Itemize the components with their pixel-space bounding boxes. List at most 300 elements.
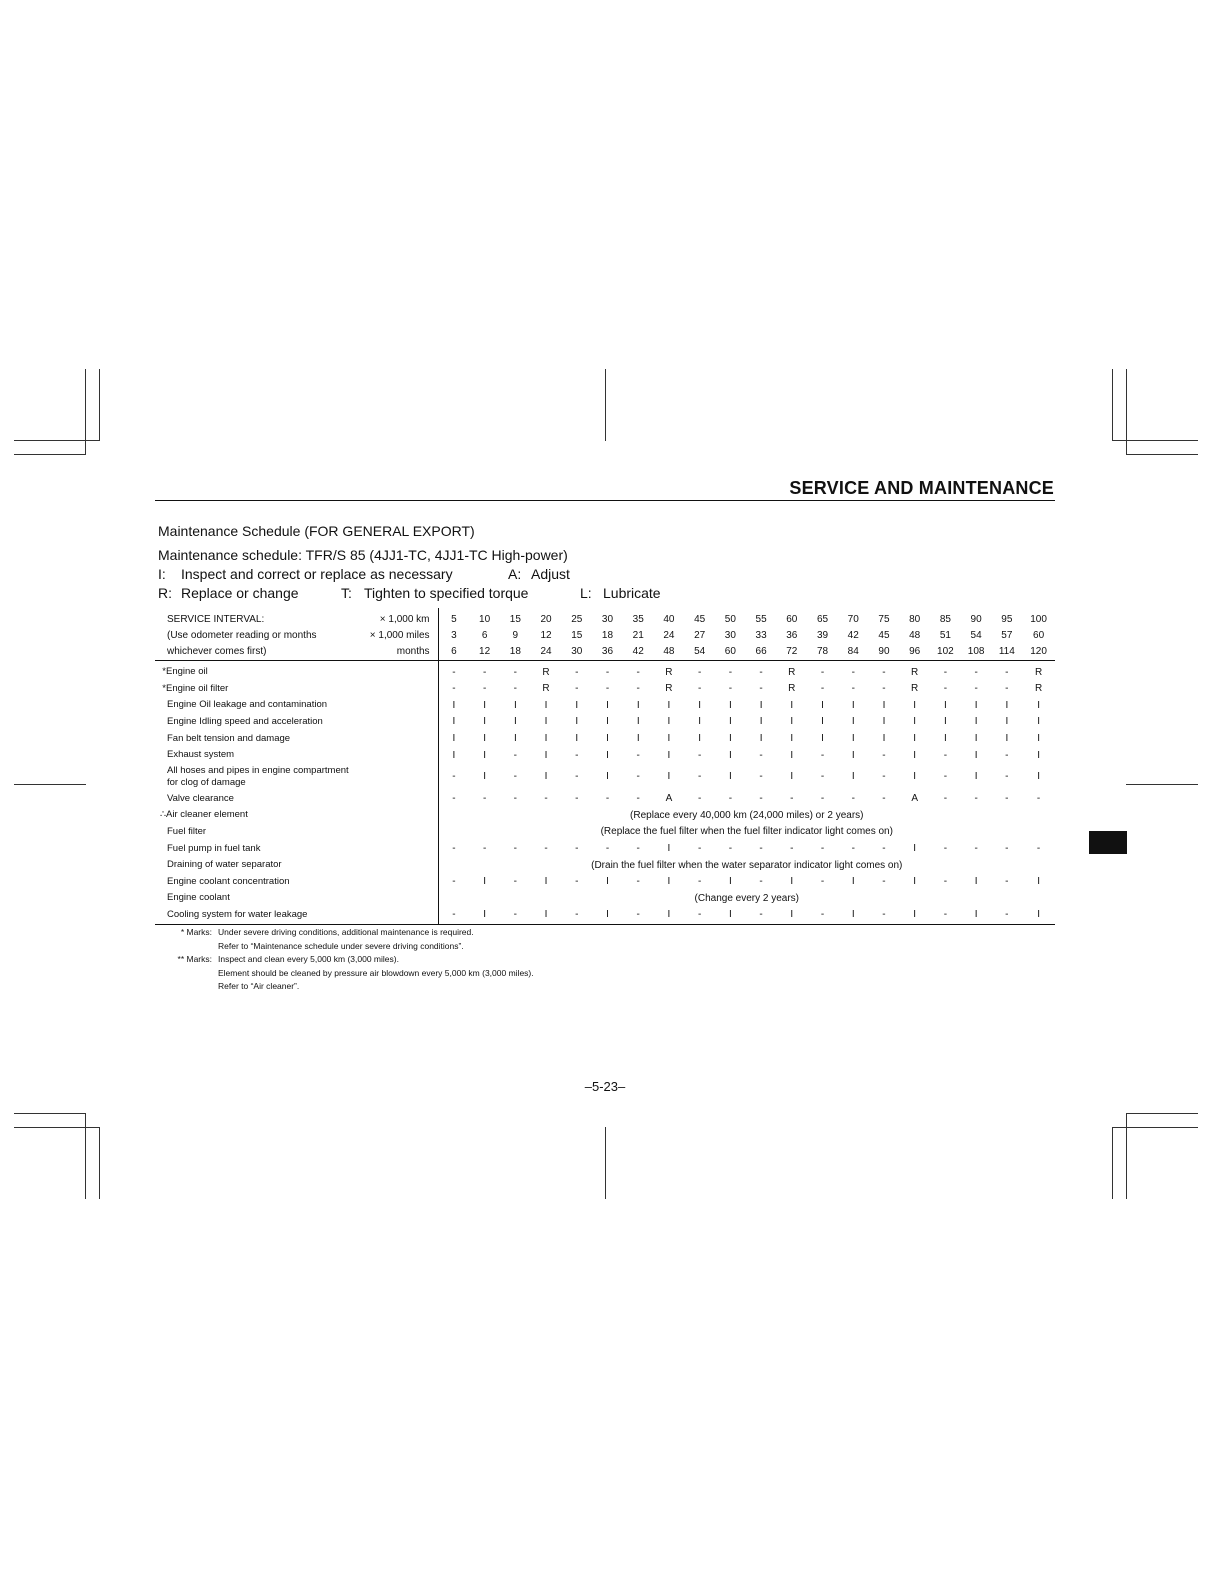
schedule-cell: - (636, 771, 640, 783)
schedule-cell: - (943, 793, 948, 805)
maintenance-item-label (155, 890, 438, 907)
schedule-cell: - (513, 749, 517, 761)
legend-text: Replace or change (181, 585, 299, 601)
schedule-cell: I (654, 907, 685, 925)
schedule-cell: - (728, 666, 733, 678)
schedule-note: (Drain the fuel filter when the water separator indicator light comes on) (438, 857, 1055, 874)
schedule-cell: - (943, 666, 948, 678)
schedule-cell: I (759, 716, 763, 728)
schedule-cell: I (728, 749, 732, 761)
schedule-cell: - (820, 843, 825, 855)
maintenance-item-label (155, 697, 438, 714)
schedule-cell: I (667, 876, 671, 888)
footnote-line (160, 980, 534, 994)
footnotes (160, 926, 534, 994)
crop-mark (14, 1113, 86, 1114)
interval-km-cell: 70 (847, 613, 859, 625)
legend-text: Adjust (531, 566, 570, 582)
schedule-cell: - (851, 683, 855, 695)
schedule-cell: I (851, 699, 855, 711)
interval-miles-cell: 48 (909, 629, 921, 641)
schedule-cell: - (851, 843, 855, 855)
legend-item-tighten (341, 585, 528, 601)
interval-miles-cell: 15 (571, 629, 583, 641)
schedule-cell: I (469, 907, 500, 925)
crop-mark (1126, 784, 1198, 785)
table-row (155, 873, 1055, 890)
schedule-cell: - (482, 793, 487, 805)
interval-miles-cell: 9 (512, 629, 519, 641)
item-name: Cooling system for water leakage (167, 908, 308, 920)
crop-mark (99, 1127, 100, 1199)
maintenance-item-label (155, 790, 438, 807)
item-mark: * (162, 666, 166, 678)
schedule-cell: R (665, 683, 673, 695)
crop-mark (1112, 1127, 1198, 1128)
schedule-header (155, 608, 1055, 660)
item-mark: ∴ (160, 809, 167, 821)
schedule-note: (Replace every 40,000 km (24,000 miles) or 2 years) (438, 807, 1055, 824)
schedule-cell: I (838, 907, 869, 925)
interval-months-cell: 60 (715, 644, 746, 661)
item-name: Fan belt tension and damage (167, 732, 291, 744)
legend-item-inspect (158, 566, 453, 582)
table-row (155, 680, 1055, 697)
service-interval-note: whichever comes first) (155, 644, 361, 661)
crop-mark (1112, 369, 1113, 441)
schedule-cell: I (1037, 716, 1040, 728)
schedule-cell: - (605, 843, 610, 855)
maintenance-schedule-table (155, 608, 1055, 925)
schedule-cell: - (575, 843, 579, 855)
interval-months-cell: 78 (807, 644, 838, 661)
table-row (155, 747, 1055, 764)
unit-months: months (361, 644, 438, 661)
service-interval-note: (Use odometer reading or months (167, 629, 317, 641)
footnote-mark: ** Marks: (177, 954, 212, 964)
schedule-cell: I (531, 907, 562, 925)
schedule-cell: - (697, 793, 702, 805)
schedule-cell: I (882, 733, 886, 745)
maintenance-item-label (155, 857, 438, 874)
schedule-cell: I (728, 716, 732, 728)
interval-months-cell: 84 (838, 644, 869, 661)
schedule-cell: I (882, 716, 886, 728)
interval-miles-cell: 39 (816, 629, 829, 641)
schedule-cell: I (606, 733, 609, 745)
schedule-cell: I (790, 876, 794, 888)
maintenance-item-label (155, 730, 438, 747)
schedule-cell: - (438, 763, 469, 790)
schedule-cell: - (636, 749, 640, 761)
schedule-cell: - (943, 843, 948, 855)
schedule-cell: - (820, 749, 825, 761)
schedule-cell: I (1005, 716, 1009, 728)
schedule-cell: - (820, 683, 825, 695)
header-row-months (155, 644, 1055, 661)
schedule-cell: - (820, 771, 825, 783)
table-row (155, 763, 1055, 790)
page-heading: Maintenance Schedule (FOR GENERAL EXPORT) (158, 523, 475, 539)
schedule-cell: - (759, 666, 763, 678)
schedule-cell: - (605, 793, 610, 805)
schedule-cell: - (561, 907, 592, 925)
interval-km-cell: 5 (438, 608, 469, 627)
interval-miles-cell: 54 (970, 629, 982, 641)
schedule-cell: - (991, 907, 1022, 925)
schedule-cell: - (697, 683, 702, 695)
schedule-cell: - (974, 793, 978, 805)
interval-km-cell: 15 (509, 613, 521, 625)
schedule-cell: - (513, 876, 517, 888)
footnote-text: Element should be cleaned by pressure air blowdown every 5,000 km (3,000 miles). (218, 967, 534, 978)
table-row (155, 790, 1055, 807)
item-name: Fuel filter (167, 825, 207, 837)
schedule-cell: I (544, 876, 548, 888)
interval-miles-cell: 42 (847, 629, 859, 641)
schedule-cell: A (911, 793, 918, 805)
crop-mark (1126, 1113, 1198, 1114)
schedule-cell: R (542, 683, 550, 695)
item-name: Valve clearance (167, 792, 234, 804)
schedule-cell: I (1037, 749, 1040, 761)
table-row (155, 807, 1055, 824)
schedule-cell: I (667, 843, 671, 855)
schedule-cell: I (913, 843, 917, 855)
schedule-cell: I (913, 699, 917, 711)
footnote-line (160, 926, 534, 940)
crop-mark (1126, 369, 1127, 455)
legend-text: Tighten to specified torque (364, 585, 529, 601)
interval-km-cell: 80 (909, 613, 921, 625)
schedule-cell: I (438, 747, 469, 764)
footnote-line (160, 953, 534, 967)
interval-km-cell: 45 (694, 613, 706, 625)
crop-mark (85, 1113, 86, 1199)
crop-mark (14, 1127, 100, 1128)
schedule-cell: - (869, 907, 900, 925)
schedule-cell: - (1005, 749, 1009, 761)
item-name: Engine coolant (167, 892, 230, 904)
service-interval-label: SERVICE INTERVAL: (167, 613, 265, 625)
schedule-cell: - (882, 771, 886, 783)
interval-km-cell: 60 (786, 613, 798, 625)
interval-months-cell: 30 (561, 644, 592, 661)
schedule-cell: I (821, 699, 824, 711)
interval-miles-cell: 21 (632, 629, 644, 641)
interval-km-cell: 95 (1001, 613, 1013, 625)
schedule-cell: R (788, 683, 796, 695)
schedule-cell: - (746, 907, 777, 925)
schedule-cell: I (667, 771, 671, 783)
schedule-cell: - (684, 907, 715, 925)
schedule-cell: - (605, 683, 610, 695)
schedule-cell: I (715, 907, 746, 925)
maintenance-item-label (155, 714, 438, 731)
schedule-cell: - (728, 793, 733, 805)
table-row (155, 857, 1055, 874)
footnote-text: Refer to “Maintenance schedule under severe driving conditions”. (218, 940, 464, 951)
schedule-cell: I (636, 699, 640, 711)
schedule-cell: I (790, 749, 794, 761)
legend-code: A: (508, 566, 522, 582)
interval-miles-cell: 45 (878, 629, 890, 641)
schedule-cell: I (438, 730, 469, 747)
interval-months-cell: 48 (654, 644, 685, 661)
schedule-cell: I (913, 733, 917, 745)
interval-km-cell: 40 (663, 613, 675, 625)
legend-code: L: (580, 585, 592, 601)
schedule-cell: - (636, 876, 640, 888)
schedule-cell: - (636, 666, 640, 678)
schedule-cell: - (882, 843, 886, 855)
schedule-cell: I (606, 699, 609, 711)
item-name: Fuel pump in fuel tank (167, 842, 261, 854)
schedule-cell: I (483, 749, 486, 761)
schedule-cell: I (438, 697, 469, 714)
legend-item-lubricate (580, 585, 661, 601)
schedule-cell: I (483, 771, 486, 783)
schedule-cell: - (1005, 683, 1009, 695)
interval-months-cell: 36 (592, 644, 623, 661)
schedule-cell: I (790, 771, 794, 783)
schedule-cell: - (513, 666, 517, 678)
schedule-cell: - (697, 666, 702, 678)
schedule-cell: I (974, 699, 978, 711)
schedule-cell: - (790, 793, 794, 805)
schedule-cell: - (882, 666, 886, 678)
schedule-cell: - (500, 907, 531, 925)
interval-miles-cell: 36 (786, 629, 798, 641)
schedule-cell: - (438, 840, 469, 857)
schedule-cell: - (759, 683, 763, 695)
schedule-cell: I (698, 699, 702, 711)
interval-km-cell: 50 (724, 613, 736, 625)
schedule-cell: - (482, 843, 487, 855)
crop-mark (85, 369, 86, 455)
interval-months-cell: 42 (623, 644, 654, 661)
interval-km-cell: 90 (970, 613, 982, 625)
schedule-cell: I (513, 699, 517, 711)
crop-mark (1112, 1127, 1113, 1199)
schedule-cell: I (913, 876, 917, 888)
schedule-cell: I (728, 876, 732, 888)
schedule-cell: - (759, 843, 763, 855)
schedule-cell: - (636, 793, 640, 805)
schedule-cell: - (882, 749, 886, 761)
schedule-cell: - (575, 876, 579, 888)
item-name: Engine oil filter (166, 682, 229, 694)
schedule-cell: - (575, 683, 579, 695)
legend-text: Inspect and correct or replace as necessary (181, 566, 453, 582)
interval-months-cell: 72 (776, 644, 807, 661)
schedule-note: (Change every 2 years) (438, 890, 1055, 907)
schedule-cell: - (974, 843, 978, 855)
interval-miles-cell: 12 (540, 629, 552, 641)
schedule-cell: I (1022, 907, 1055, 925)
schedule-cell: I (913, 771, 917, 783)
item-name: Exhaust system (167, 749, 235, 761)
schedule-cell: - (1036, 793, 1041, 805)
item-name: Air cleaner element (166, 809, 248, 821)
schedule-cell: I (851, 716, 855, 728)
schedule-cell: - (1005, 843, 1009, 855)
schedule-cell: I (483, 699, 486, 711)
item-name: Engine Idling speed and acceleration (167, 715, 323, 727)
interval-miles-cell: 27 (694, 629, 706, 641)
schedule-cell: I (790, 733, 794, 745)
schedule-cell: - (605, 666, 610, 678)
schedule-cell: I (636, 716, 640, 728)
schedule-cell: I (606, 876, 609, 888)
unit-miles: × 1,000 miles (369, 629, 430, 641)
schedule-cell: - (790, 843, 794, 855)
schedule-cell: I (1005, 733, 1009, 745)
schedule-cell: I (575, 699, 579, 711)
schedule-cell: - (438, 907, 469, 925)
schedule-cell: - (974, 683, 978, 695)
interval-months-cell: 90 (869, 644, 900, 661)
interval-months-cell: 12 (469, 644, 500, 661)
schedule-cell: - (851, 666, 855, 678)
item-name: Engine Oil leakage and contamination (167, 699, 328, 711)
schedule-cell: - (697, 771, 702, 783)
footnote-text: Inspect and clean every 5,000 km (3,000 miles). (218, 954, 399, 964)
maintenance-item-label (155, 824, 438, 841)
item-mark: * (162, 682, 166, 694)
schedule-cell: - (697, 843, 702, 855)
schedule-cell: - (482, 683, 487, 695)
section-title: SERVICE AND MAINTENANCE (789, 478, 1054, 498)
schedule-cell: I (974, 749, 978, 761)
schedule-cell: - (636, 843, 640, 855)
schedule-cell: - (882, 876, 886, 888)
interval-miles-cell: 3 (438, 627, 469, 643)
schedule-cell: R (665, 666, 673, 678)
interval-miles-cell: 51 (939, 629, 951, 641)
schedule-cell: - (759, 749, 763, 761)
item-name: Engine oil (166, 666, 208, 678)
schedule-cell: I (575, 733, 579, 745)
schedule-cell: R (788, 666, 796, 678)
crop-mark (605, 1127, 606, 1199)
schedule-cell: R (911, 683, 919, 695)
unit-km: × 1,000 km (379, 613, 430, 625)
schedule-cell: I (790, 716, 794, 728)
interval-months-cell: 114 (991, 644, 1022, 661)
schedule-cell: - (943, 876, 948, 888)
schedule-cell: - (759, 771, 763, 783)
schedule-cell: - (943, 683, 948, 695)
schedule-cell: I (728, 699, 732, 711)
schedule-cell: I (851, 733, 855, 745)
item-name: Engine coolant concentration (167, 875, 290, 887)
title-rule (155, 500, 1055, 501)
schedule-cell: - (513, 771, 517, 783)
schedule-cell: I (759, 733, 763, 745)
schedule-subheading: Maintenance schedule: TFR/S 85 (4JJ1-TC, 4JJ1-TC High-power) (158, 547, 568, 563)
crop-mark (605, 369, 606, 441)
schedule-cell: I (961, 907, 992, 925)
schedule-cell: - (438, 660, 469, 680)
schedule-cell: I (944, 699, 947, 711)
table-row (155, 890, 1055, 907)
schedule-cell: - (438, 790, 469, 807)
schedule-body (155, 660, 1055, 924)
schedule-cell: I (513, 733, 517, 745)
interval-months-cell: 6 (438, 644, 469, 661)
schedule-cell: - (438, 873, 469, 890)
schedule-cell: I (1037, 876, 1040, 888)
schedule-cell: I (483, 716, 486, 728)
crop-mark (99, 369, 100, 441)
chapter-tab-marker (1089, 831, 1127, 854)
interval-miles-cell: 57 (1001, 629, 1013, 641)
maintenance-item-label (155, 747, 438, 764)
schedule-cell: I (974, 771, 978, 783)
table-row (155, 840, 1055, 857)
schedule-cell: I (698, 716, 702, 728)
schedule-cell: I (438, 714, 469, 731)
footnote-line (160, 967, 534, 981)
maintenance-item-label (155, 840, 438, 857)
table-row (155, 907, 1055, 925)
interval-km-cell: 20 (540, 613, 552, 625)
schedule-cell: I (1005, 699, 1009, 711)
interval-miles-cell: 18 (601, 629, 614, 641)
schedule-cell: I (544, 733, 548, 745)
schedule-cell: I (851, 749, 855, 761)
crop-mark (1112, 440, 1198, 441)
schedule-cell: - (513, 843, 517, 855)
header-row-miles (155, 627, 1055, 643)
schedule-cell: I (667, 716, 671, 728)
schedule-cell: I (513, 716, 517, 728)
footnote-text: Under severe driving conditions, additional maintenance is required. (218, 927, 474, 937)
footnote-mark: * Marks: (180, 927, 212, 937)
header-row-km (155, 608, 1055, 627)
schedule-cell: - (513, 793, 517, 805)
schedule-cell: - (575, 666, 579, 678)
footnote-text: Refer to “Air cleaner”. (218, 981, 300, 991)
interval-km-cell: 65 (816, 613, 829, 625)
schedule-cell: - (513, 683, 517, 695)
crop-mark (1126, 454, 1198, 455)
schedule-cell: I (483, 876, 486, 888)
table-row (155, 660, 1055, 680)
maintenance-item-label (155, 807, 438, 824)
schedule-cell: I (899, 907, 930, 925)
interval-months-cell: 66 (746, 644, 777, 661)
schedule-cell: - (1005, 876, 1009, 888)
schedule-cell: I (606, 716, 609, 728)
maintenance-item-label (155, 680, 438, 697)
interval-miles-cell: 30 (724, 629, 736, 641)
schedule-cell: I (544, 749, 548, 761)
interval-months-cell: 18 (500, 644, 531, 661)
interval-km-cell: 55 (755, 613, 767, 625)
schedule-cell: I (728, 733, 732, 745)
schedule-cell: - (544, 793, 548, 805)
interval-miles-cell: 60 (1033, 629, 1045, 641)
table-row (155, 730, 1055, 747)
schedule-cell: I (974, 733, 978, 745)
interval-km-cell: 100 (1030, 613, 1047, 625)
interval-miles-cell: 33 (755, 629, 767, 641)
schedule-cell: I (790, 699, 794, 711)
schedule-cell: I (1037, 771, 1040, 783)
footnote-line (160, 940, 534, 954)
